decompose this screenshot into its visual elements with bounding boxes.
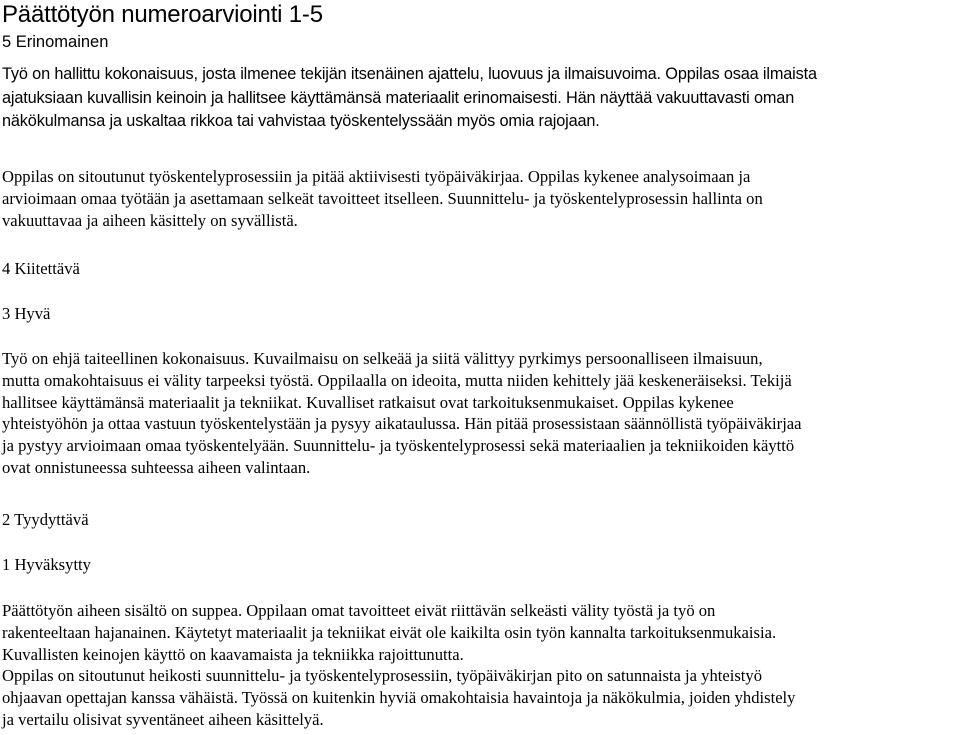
text-line: ja pystyy arvioimaan omaa työskentelyään. Suunnittelu- ja työskentelyprosessi sekä materiaalien ja tekniikoiden käyttö [2, 436, 795, 456]
text-line: Oppilas on sitoutunut heikosti suunnittelu- ja työskentelyprosessiin, työpäiväkirjan pito on satunnaista ja yhteistyö [2, 666, 762, 686]
grade-5-heading: 5 Erinomainen [2, 33, 109, 51]
text-line: näkökulmansa ja uskaltaa rikkoa tai vahvistaa työskentelyssään myös omia rajojaan. [2, 112, 600, 130]
grade-4-heading: 4 Kiitettävä [2, 259, 80, 278]
text-line: Päättötyön aiheen sisältö on suppea. Oppilaan omat tavoitteet eivät riittävän selkeästi välity työstä ja työ on [2, 601, 716, 620]
text-line: mutta omakohtaisuus ei välity tarpeeksi työstä. Oppilaalla on ideoita, mutta niiden kehittely jää keskeneräiseksi. Tekijä [2, 370, 792, 390]
grade-2-heading: 2 Tyydyttävä [2, 510, 89, 529]
text-line: vakuuttavaa ja aiheen käsittely on syvällistä. [2, 210, 298, 230]
text-line: ovat onnistuneessa suhteessa aiheen valintaan. [2, 457, 311, 477]
grade-3-heading: 3 Hyvä [2, 304, 51, 323]
text-line: rakenteeltaan hajanainen. Käytetyt materiaalit ja tekniikat eivät ole kaikilta osin työn kannalta tarkoituksenmukaisia. [2, 622, 777, 642]
grade-1-paragraph [2, 600, 795, 731]
page-title: Päättötyön numeroarviointi 1-5 [2, 1, 323, 28]
text-line: yhteistyöhön ja ottaa vastuun työskentelystään ja pysyy aikataulussa. Hän pitää prosessistaan säännöllistä työpäiväkirjaa [2, 414, 802, 434]
text-line: ajatuksiaan kuvallisin keinoin ja hallitsee käyttämänsä materiaalit erinomaisesti. Hän näyttää vakuuttavasti oman [2, 88, 795, 107]
text-line: Kuvallisten keinojen käyttö on kaavamaista ja tekniikka rajoittunutta. [2, 644, 464, 664]
text-line: Työ on ehjä taiteellinen kokonaisuus. Kuvailmaisu on selkeää ja siitä välittyy pyrkimys persoonalliseen ilmaisuun, [2, 349, 763, 368]
grade-5-paragraph-1 [2, 63, 817, 134]
text-line: ja vertailu olisivat syventäneet aiheen käsittelyä. [2, 709, 324, 729]
text-line: arvioimaan omaa työtään ja asettamaan selkeät tavoitteet itselleen. Suunnittelu- ja työskentelyprosessin hallinta on [2, 188, 763, 208]
text-line: hallitsee käyttämänsä materiaalit ja tekniikat. Kuvalliset ratkaisut ovat tarkoituksenmukaiset. Oppilas kykenee [2, 392, 734, 412]
text-line: Työ on hallittu kokonaisuus, josta ilmenee tekijän itsenäinen ajattelu, luovuus ja ilmaisuvoima. Oppilas osaa ilmaista [2, 65, 817, 83]
text-line: ohjaavan opettajan kanssa vähäistä. Työssä on kuitenkin hyviä omakohtaisia havaintoja ja näkökulmia, joiden yhdistely [2, 688, 796, 708]
grade-1-heading: 1 Hyväksytty [2, 555, 91, 574]
text-line: Oppilas on sitoutunut työskentelyprosessiin ja pitää aktiivisesti työpäiväkirjaa. Oppilas kykenee analysoimaan ja [2, 167, 751, 186]
grade-3-paragraph [2, 348, 802, 479]
grade-5-paragraph-2 [2, 166, 763, 231]
